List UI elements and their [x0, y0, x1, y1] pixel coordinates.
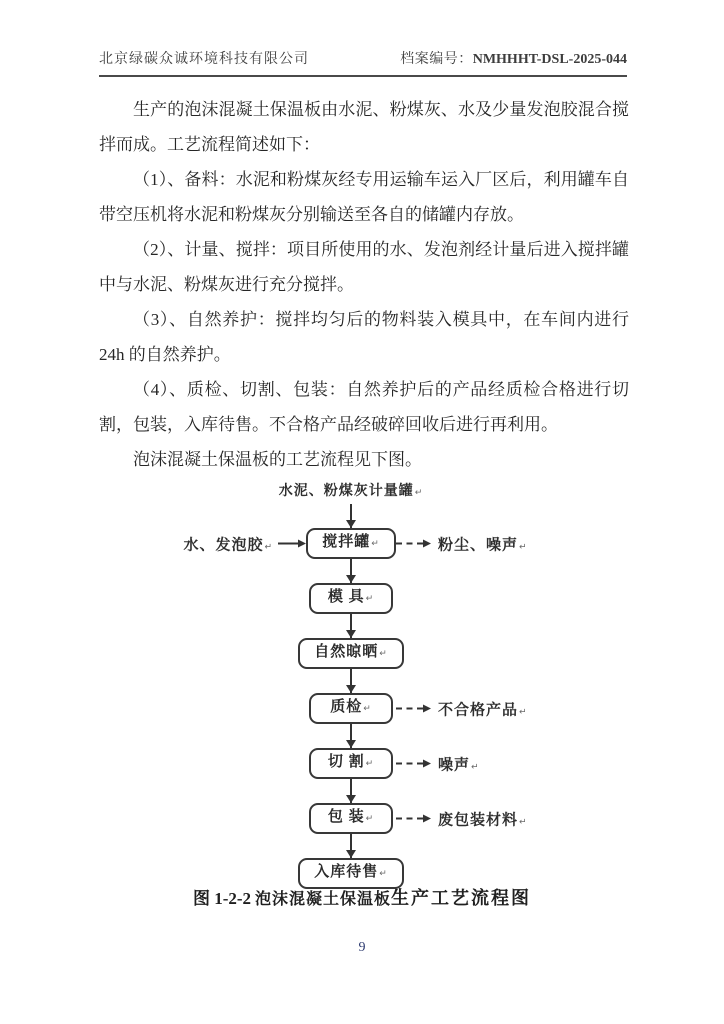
flow-output-label: 噪声↵	[438, 757, 480, 773]
down-arrow-icon	[350, 614, 352, 638]
return-mark-icon: ↵	[363, 704, 372, 714]
archive-label: 档案编号：	[400, 52, 473, 67]
flow-input-water-foam	[183, 533, 306, 554]
flow-row-inspection	[0, 693, 702, 724]
paragraph-step2: （2）、计量、搅拌：项目所使用的水、发泡剂经计量后进入搅拌罐中与水泥、粉煤灰进行充分搅拌。	[99, 240, 629, 294]
dashed-arrow-line	[396, 818, 423, 820]
body-text	[99, 92, 629, 477]
flow-input-label: 水、发泡胶↵	[183, 537, 273, 553]
flow-row-drying	[0, 638, 702, 669]
flow-box-mold: 模 具↵	[309, 583, 393, 614]
flow-source-text: 水泥、粉煤灰计量罐	[278, 484, 414, 499]
right-arrow-icon	[423, 815, 431, 823]
down-arrow-icon	[350, 669, 352, 693]
flow-row-packing	[0, 803, 702, 834]
figure-number: 图 1-2-2	[192, 889, 252, 908]
return-mark-icon: ↵	[379, 869, 388, 879]
right-arrow-icon	[423, 540, 431, 548]
return-mark-icon: ↵	[264, 542, 273, 552]
paragraph-step4: （4）、质检、切割、包装：自然养护后的产品经质检合格进行切割，包装，入库待售。不合格产品经破碎回收后进行再利用。	[99, 380, 629, 434]
return-mark-icon: ↵	[519, 707, 528, 717]
down-arrow-icon	[350, 724, 352, 748]
archive-number: NMHHHT-DSL-2025-044	[472, 52, 627, 67]
flow-output-waste-packaging	[396, 808, 528, 829]
down-arrow-icon	[350, 504, 352, 528]
paragraph-step3: （3）、自然养护：搅拌均匀后的物料装入模具中，在车间内进行 24h 的自然养护。	[99, 310, 629, 364]
down-arrow-icon	[350, 559, 352, 583]
page-number: 9	[358, 940, 366, 955]
solid-arrow-line	[278, 543, 298, 545]
flow-row-mixer	[0, 528, 702, 559]
paragraph-step1: （1）、备料：水泥和粉煤灰经专用运输车运入厂区后，利用罐车自带空压机将水泥和粉煤灰分别输送至各自的储罐内存放。	[99, 170, 629, 224]
dashed-arrow-line	[396, 763, 423, 765]
flow-output-label: 粉尘、噪声↵	[438, 537, 528, 553]
flow-output-noise	[396, 753, 480, 774]
header-company: 北京绿碳众诚环境科技有限公司	[99, 52, 309, 67]
flow-box-mixing-tank: 搅拌罐↵	[306, 528, 396, 559]
down-arrow-icon	[350, 779, 352, 803]
return-mark-icon: ↵	[371, 539, 380, 549]
paragraph-intro: 生产的泡沫混凝土保温板由水泥、粉煤灰、水及少量发泡胶混合搅拌而成。工艺流程简述如下：	[99, 100, 629, 154]
figure-caption-name: 泡沫混凝土保温板	[255, 891, 392, 908]
flow-box-natural-drying: 自然晾晒↵	[298, 638, 404, 669]
flow-output-dust-noise	[396, 533, 528, 554]
paragraph-flow-intro: 泡沫混凝土保温板的工艺流程见下图。	[133, 450, 422, 469]
return-mark-icon: ↵	[519, 542, 528, 552]
dashed-arrow-line	[396, 708, 423, 710]
flow-box-packing: 包 装↵	[309, 803, 393, 834]
return-mark-icon: ↵	[471, 762, 480, 772]
process-flowchart	[0, 484, 702, 889]
header-archive	[400, 48, 627, 68]
return-mark-icon: ↵	[379, 649, 388, 659]
flow-output-label: 不合格产品↵	[438, 702, 528, 718]
dashed-arrow-line	[396, 543, 423, 545]
right-arrow-icon	[298, 540, 306, 548]
right-arrow-icon	[423, 705, 431, 713]
return-mark-icon: ↵	[519, 817, 528, 827]
flow-output-rejects	[396, 698, 528, 719]
flow-source-label	[279, 484, 424, 501]
flow-box-warehouse: 入库待售↵	[298, 858, 404, 889]
flow-row-mold	[0, 583, 702, 614]
right-arrow-icon	[423, 760, 431, 768]
flow-output-label: 废包装材料↵	[438, 812, 528, 828]
figure-caption	[0, 884, 724, 910]
return-mark-icon: ↵	[414, 488, 424, 498]
down-arrow-icon	[350, 834, 352, 858]
return-mark-icon: ↵	[365, 814, 375, 824]
figure-caption-suffix: 生产工艺流程图	[391, 888, 532, 908]
return-mark-icon: ↵	[365, 759, 375, 769]
return-mark-icon: ↵	[365, 594, 375, 604]
page-header	[99, 48, 627, 77]
flow-box-cutting: 切 割↵	[309, 748, 393, 779]
flow-box-quality-check: 质检↵	[309, 693, 393, 724]
flow-row-cutting	[0, 748, 702, 779]
